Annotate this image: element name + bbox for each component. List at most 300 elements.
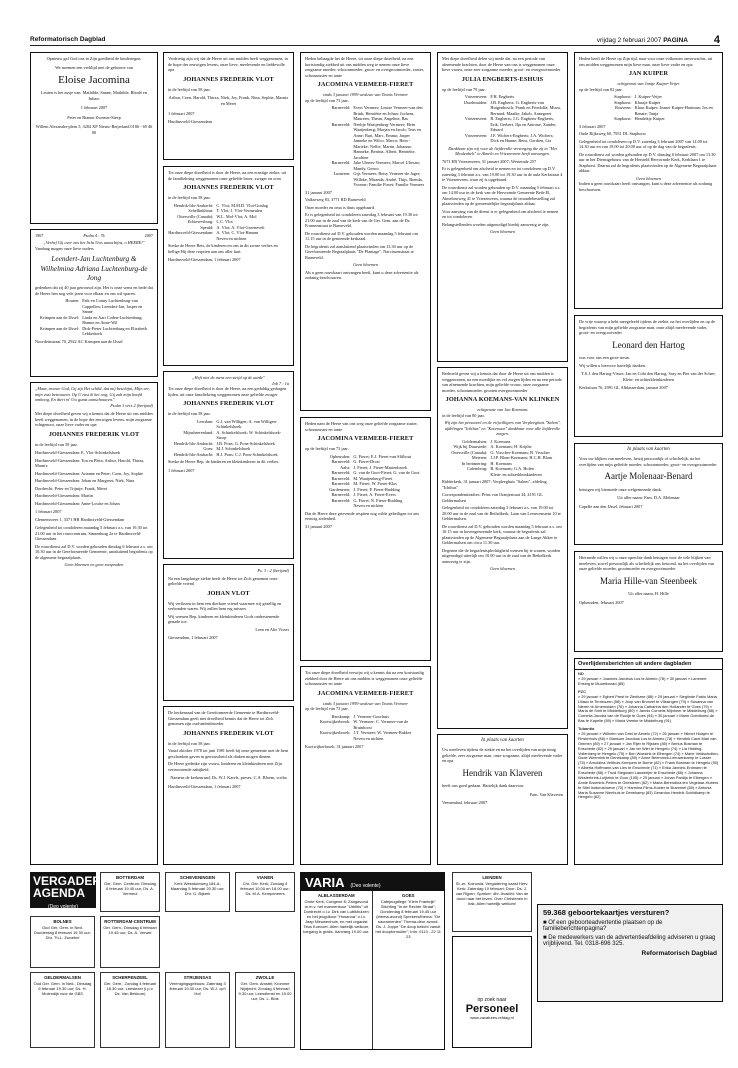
relative-place: Speuld: <box>200 224 214 230</box>
agenda-item-text: Verenigingsgebouw; Zaterdag 3 februari 19.30 uur; Ds. W.J. op't Hof <box>169 980 226 996</box>
relative-row <box>305 503 426 509</box>
address: Ridderkerk, 31 januari 2007; Verpleeghuis "Salem", afdeling "Ichthus" <box>442 479 547 490</box>
ad-text: Tot onze diepe droefheid is door de Heere, na een geduldig gedragen lijden, uit onze familiekring weggenomen onze geliefde zwager <box>168 386 287 397</box>
address: Noordeinstraat 70, 2922 AC Krimpen aan de IJssel <box>35 338 123 344</box>
place-date: Hardinxveld-Giessendam, 1 februari 2007 <box>168 257 241 263</box>
relatives: Hardinxveld-Giessendam: Arianne en Peter; Coen, Joy, Sophie <box>35 470 144 476</box>
thanks-note: Dankbaar zijn wij voor de liefdevolle verzorging die zij in "Het Meulenbelt" te Almelo en Vriezenveen heeft ontvangen. <box>448 145 557 157</box>
agenda-item-heading: STRIJENSAS <box>183 975 212 980</box>
ad-text: Dat de Heere deze grievende respiten nog wilde geheiligen tot ons eeuwig zielenheil. <box>305 510 420 522</box>
page-number: 4 <box>713 34 720 46</box>
relative-place: Vriezenveen: <box>464 132 488 138</box>
relative-names: J. Fieret; A. Fieret-Evers <box>353 492 396 498</box>
relative-names: H.J. Pons; C.J. Pons-Schinkelshoek <box>216 451 278 457</box>
relative-names: Evert Vermeer; Louise Vermeer-van den Brink; Henriëtte en Johan; Jochem, Maureen; Theun, Angeline, Bas <box>353 105 423 122</box>
ad-text: Sterke de Heere Bets, de kinderen en ons in dit zware verlies en hellige Hij deze respiten aan ons aller hart. <box>168 243 278 254</box>
age: in de leeftijd van 58 jaar. <box>168 740 211 746</box>
obituary-list: » 25 januari » Wilhelm van Driel te Almelo (72) » 26 januari » Hilmet Huisjen te Finsterhuis (88) » Mansum Jacobus Los te Almelo (78) » Hendrik Carel Mari van Ommen (89) » 27 januari » Jan Rijer te Rijssen (85) » Bertus Bosman te Enschede (82) » 29 januari » Jan ter Wiel te Hengelo (74) » Lia Hidding-Vollenberg te Hengelo (75) » Ben Woesink te Elbergen (74) » Marie Veldscholten-Oude Weernink te Denekamp (89) » Anne Beerninck-Leeuwinkamp te Losser (75) » Arnoldina Velthuis-Kempers te Borne (82) » Frank Bosman te Hengelo (50) » Alberta Hoffmann-van Lies te Enschede (71) » Erika Jannink-Erdmann te Enschede (86) » Trudi Siegward Lauwerijer te Enschede (66) » Johanna Westerbrink-Luijkrink te Goor (105) » 29 januari » Johan Pardijs te Elbergen » Annie Broenink-Peters te Geesteren (62) » Maria Berendina ten Vegelaar-Hubers te Stiel Isidorushoeve (70) » Harmina Flims-Kolder te Brammel (89) » Antonia Maria Susanne Nienhuis te Denekamp (83) Gerardus Hendrik Schildkamp te Hengelo (62) <box>578 731 719 800</box>
death-announcement-inlaws <box>163 371 294 559</box>
deceased-name: JAN KUIPER <box>628 70 669 77</box>
relative-row <box>305 105 426 122</box>
agenda-item-text: Oud Ger. Gem. in Ned.; Dinsdag 6 februari 19.30 uur; Ds. H. Molendijk voor de GBS <box>33 980 92 996</box>
relative-place: Vriezenveen: <box>464 94 488 100</box>
relative-names: Neeltje Waaijenberg-Vermeer; Hein Waaijenberg; Marjan en Jacob; Teus en Anne; Bart, Marc, Emma; Jasper <box>353 121 421 138</box>
ad-heading: In plaats van kaarten <box>481 738 524 743</box>
relative-names: M. Waaijenberg-Fieret <box>353 475 393 481</box>
relative-names: B. Koemans; G.A. Holen <box>490 466 534 472</box>
agenda-item <box>30 972 95 1048</box>
flowers-note: Geen bloemen <box>636 175 661 181</box>
deceased-name: JACOMINA VERMEER-FIERET <box>317 689 414 697</box>
address: Oude Rijksweg 60, 7951 DL Staphorst <box>579 131 646 137</box>
relative-place: In herinnering: <box>461 460 488 466</box>
family-names: Dirk-Pieter Luchtenburg en Elizabeth Lekkerkerk <box>82 325 147 337</box>
varia-item-goes <box>373 891 445 1049</box>
anniversary-years <box>35 233 153 238</box>
family-names: Erik en Conny Luchtenburg-van Cappellen; Leendert-Jan, Jasper en Sanne <box>82 298 143 315</box>
relative-place: Staphorst: <box>614 116 632 122</box>
relatives-list <box>168 419 289 458</box>
ad-text: heeft ons goed gedaan. Hartelijk dank daarvoor. <box>442 783 525 789</box>
relative-row <box>168 236 289 242</box>
ad-text: Bedroefd geven wij u kennis dat door de Heere uit ons midden is weggenomen, na een moeilijke en vol zorgen lijden en na een periode van afnemende krachten, mijn geliefde vrouw, onze zorgzame moeder, schoonmoeder, grooten overgrootmoeder <box>442 371 562 393</box>
relative-row <box>305 736 426 742</box>
condolence-info: Er is gelegenheid tot condoleren zaterdag 3 februari van 19.30 tot 21.00 uur in de zaal van de kerk van de Ger. Gem. aan de Ds. Fransenstraat te Barneveld. <box>305 212 418 229</box>
relatives-list <box>442 94 563 144</box>
deceased-name: JACOMINA VERMEER-FIERET <box>317 81 414 88</box>
relative-place: Ottersville (Canada): <box>177 213 214 219</box>
obituary-groups <box>575 670 722 801</box>
place-date: Giessendam, 1 februari 2007 <box>168 635 218 641</box>
varia-item-alblasserdam <box>301 891 373 1049</box>
agenda-item-text: Oud Ger. Gem. in Ned. Donderdag 8 februari 19.30 uur; Dhr. Th.L. Zwoebel <box>34 924 91 940</box>
agenda-item <box>235 872 295 912</box>
death-announcement-grandchildren <box>163 52 294 160</box>
parents: Peter en Bianne Zwemer-Steep <box>67 114 121 120</box>
death-announcement-church-council <box>163 706 294 865</box>
funeral-info: De rouwdienst zal D.V. worden gehouden dinsdag 6 februari a.s. om 10.30 uur in de Gereformeerde Gemeente, aansluitend begrafenis op de algemene begraafplaats. <box>35 543 153 560</box>
death-announcement-vlot-family <box>30 382 158 865</box>
family-list <box>35 298 153 337</box>
newspaper-tag: Tubantia <box>578 726 595 731</box>
year-end: 2007 <box>144 233 153 238</box>
ad-text: Vanaf oktober 1978 tot juni 1981 heeft hij onze gemeente met de hem geschonken gaven in getrouwheid als diaken mogen dienen. <box>168 748 289 759</box>
relative-place: Culemborg: <box>466 466 488 472</box>
box-title: Overlijdensberichten uit andere dagbladen <box>575 659 722 670</box>
address: 7671 EB Vriezenveen, 31 januari 2007; Westeinde 257 <box>442 158 537 164</box>
relative-place: Harskamp: <box>331 713 351 719</box>
relatives-list <box>305 454 426 509</box>
relative-names: J.B. Pons; G. Pons-Schinkelshoek <box>216 440 275 446</box>
relative-place: Staphorst: <box>614 94 632 100</box>
birth-card-promo[interactable] <box>537 904 723 1002</box>
ad-text: betuigen wij hiermede onze welgemeende dank. <box>579 486 662 492</box>
varia-item-heading: GOES <box>401 893 415 898</box>
spouse-note: echtgenote van Jan Koemans <box>477 407 528 413</box>
address: Willem Alexander-plein 5, 3284 XP Nieuw-Beijerland 0186 - 69 46 00 <box>35 124 153 135</box>
relative-place: Barneveld: <box>331 160 351 166</box>
relative-names: G.J. van Willigen; A. van Willigen-Schinkelshoek <box>216 418 278 430</box>
promo-brand: Reformatorisch Dagblad <box>641 950 717 957</box>
ad-text: Heden behaagde het de Heere, tot onze diepe droefheid, na een kortstondig ziekbed uit ons midden weg te nemen onze lieve zorgzame moeder, schoonmoeder, groot- en overgrootmoeder, zuster, schoonzuster en tante <box>305 56 424 78</box>
signature: Fam. Van Klaveren <box>529 791 563 797</box>
relative-names: G. Visscher-Koemans; B. Visscher <box>490 449 550 455</box>
thanks-note: Wij zijn het personeel en de vrijwilligers van Verpleeghuis "Salem", afdelingen "Ichthus" en "Koornaar" dankbaar voor alle liefdevolle zorgen. <box>444 420 561 437</box>
thanks-announcement-hille <box>574 551 723 652</box>
ad-text: Belangstellenden worden uitgenodigd hierbij aanwezig te zijn. <box>442 221 550 227</box>
agenda-item-text: Kerk Westduinweg 184-A; Maandag 5 februari 20.30 uur; Dhr. G. Bijkerk <box>170 880 225 896</box>
varia-title-text: VARIA <box>305 875 345 890</box>
agenda-item-heading: ROTTERDAM-CENTRUM <box>104 919 156 924</box>
relatives-list <box>305 714 426 742</box>
deceased-name: Hendrik van Klaveren <box>462 767 543 778</box>
agenda-item-heading: BOTTERDAM <box>115 875 145 880</box>
agenda-subtitle: (Deo volente) <box>47 904 78 910</box>
relative-names: J.J.P. Blom-Koemans; H.C.H. Blom <box>490 455 553 461</box>
agenda-item-heading: ZWOLLE <box>255 975 275 980</box>
place-date: Veenendaal, februari 2007 <box>442 800 488 806</box>
relative-names: A. Vlot; A. Vlot-Groenevelt <box>216 224 265 230</box>
ad-text: Uw meeleven tijdens de ziekte en na het overlijden van mijn innig geliefde, zeer zorgzame man, onze zorgzame, altijd meelevende vader en opa <box>442 747 563 764</box>
relative-place: Aalst: <box>340 464 351 470</box>
psalm-ref: Ps. 3 : 2 (berijmd) <box>257 568 289 573</box>
ad-text: Met diepe droefheid delen wij mede dat, na een periode van afnemende krachten, door de Heere van ons is weggenomen onze lieve vrouw, onze zeer zorgzame moeder, groot- en overgrootmoeder <box>442 56 561 72</box>
ad-text: Voor aanvang van de dienst is er gelegenheid om afscheid te nemen en tot condoleren. <box>442 208 559 220</box>
age: in de leeftijd van 58 jaar. <box>168 411 211 417</box>
funeral-info: De rouwdienst zal worden gehouden op D.V. maandag 5 februari a.s. om 14.00 uur in de kerk van de Hervormde Gemeente Beth-El, Almeloseweg 41 te Vriezenveen, waarna de teraardebestelling zal plaatsvinden op de gemeentelijke begraafplaats aldaar. <box>442 184 561 207</box>
funeral-info: De rouwdienst zal D.V. gehouden worden maandag 5 februari om 11.15 uur in de genoemde kerkzaal. <box>305 230 418 242</box>
place-date: Hardinxveld-Giessendam, 1 februari 2007 <box>168 783 241 789</box>
agenda-item-lienden <box>452 872 532 932</box>
death-announcement-kuiper <box>574 52 723 309</box>
relative-names: Neven en nichten <box>353 503 384 509</box>
psalm-ref: Psalm 4 : 7b <box>83 233 105 238</box>
relative-names: A. Schinkelshoek; W. Schinkelshoek-Stoop <box>216 429 282 441</box>
ad-text: Na een langdurige ziekte heeft de Heere tot Zich genomen onze geliefde vriend <box>168 575 278 586</box>
page-header <box>30 34 720 46</box>
relative-row <box>442 116 563 133</box>
relative-row <box>168 430 289 441</box>
place-date: Opheusden, februari 2007 <box>579 599 624 605</box>
agenda-item <box>165 872 230 912</box>
death-announcement-siblings <box>163 166 294 366</box>
relative-names: Klaasje Kuiper <box>634 99 661 105</box>
relative-row <box>579 116 718 122</box>
relative-place <box>305 503 353 509</box>
relative-names: A. Koemans; H. Krijthe <box>490 444 532 450</box>
relative-place: Lunteren: <box>333 171 351 177</box>
agenda-item <box>100 872 160 912</box>
relative-place: Barneveld: <box>331 497 351 503</box>
signature: T.S.J. den Hartog-Visser; Jan en Cobi den Hartog; Sary en Piet van der Schee; Klein- en achterkleinkinderen <box>581 371 716 382</box>
relative-names: F.H. Engberts <box>490 94 515 100</box>
relative-place: Meteren: <box>471 455 488 461</box>
relative-place: Goes: <box>203 446 214 452</box>
relatives: Hardinxveld-Giessendam: Martin <box>35 493 93 499</box>
relatives-list <box>305 105 426 188</box>
relative-place: Barneveld: <box>331 121 351 127</box>
varia-item-heading: ALBLASSERDAM <box>317 893 355 898</box>
newspaper-tag: PZC <box>578 688 586 694</box>
age: in de leeftijd van 58 jaar. <box>168 195 211 201</box>
relative-place: Rouveen: <box>615 105 632 111</box>
relative-place: Opheusden: <box>329 453 351 459</box>
issue-date: vrijdag 2 februari 2007 PAGINA <box>596 37 688 44</box>
deceased-name: Leonard den Hartog <box>612 339 685 350</box>
relative-place: Ottersville (Canada): <box>451 449 488 455</box>
relatives-list <box>579 94 718 122</box>
ad-text: Onze moeder en oma is thuis opgebaard. <box>305 204 376 210</box>
ad-text: Heden nam de Heere van ons weg onze geliefde zorgzame zuster, schoonzuster en tante <box>305 421 418 432</box>
poem: „Maar, trouwe God, Gij zijt Het schild, dat mij beschijnt, Mijn eer, mijn vast betrouwen. Op U rust ik het oog; Gij zult mijn hoofd omhoog, En diert m' Uw gunst aanschouwen." <box>35 386 150 402</box>
personeel-heading: Personeel <box>465 1003 519 1015</box>
ad-text: De Heere gedenke zijn vrouw, kinderen en kleinkinderen met Zijn vertroostende nabijheid. <box>168 761 282 772</box>
relative-row <box>305 160 426 171</box>
burial-info: De begrafenis zal aansluitend plaatsvinden om 13.30 uur op de Gereformeerde Begraafplaats "De Plantage", Narcissenstraat te Barneveld. <box>305 243 414 260</box>
flowers-note: Geen bloemen en geen toespraken <box>64 562 124 568</box>
relative-names: J. Fieret; P. Fieret-Budding <box>353 486 400 492</box>
agenda-item-text: Ger. Gem.; Zondag 4 februari 18.30 uur; Leeslezer (i.p.v. Ds. Van Bekkum) <box>103 980 157 996</box>
relative-row <box>442 100 563 117</box>
relative-place <box>305 138 353 160</box>
death-announcement-fieret-family <box>300 417 431 661</box>
relative-place: Staphorst: <box>614 99 632 105</box>
ad-heading: In plaats van kaarten <box>627 447 670 452</box>
relatives-list <box>168 203 289 242</box>
deceased-name: JOHANNES FREDERIK VLOT <box>183 184 274 191</box>
ad-text: Heden heeft de Heere op Zijn tijd, naar voor onze volkomen onverwachts, uit ons midden weggenomen mijn lieve man, onze lieve vader en opa <box>579 56 713 67</box>
deceased-name: JULIA ENGBERTS-ESHUIS <box>461 75 544 83</box>
deceased-name: JOHANNES FREDERIK VLOT <box>183 400 274 407</box>
varia-box <box>300 872 445 1050</box>
address: Clemensweer 1, 3371 HB Hardinxveld-Giessendam <box>35 516 125 522</box>
agenda-item-text: Ger. Gem. Amstel; Kromme Nijdjecht; Zondag 4 februari 9.30 uur; Leesdienst en 15.00 uur; Ds. L. Blok <box>238 980 292 1001</box>
relative-names: G. van de Goot-Fieret; G. van de Goot <box>353 470 420 476</box>
ad-date: 3 februari 2007 <box>579 123 606 129</box>
relative-row <box>305 171 426 188</box>
ad-text: Vandaag mogen onze lieve ouders <box>35 245 94 251</box>
relative-row <box>305 122 426 139</box>
relative-place: Barneveld: <box>331 459 351 465</box>
deceased-name: JOHAN VLOT <box>207 589 250 597</box>
relatives: Hardinxveld-Giessendam: Johan en Margreet; Niek, Nina <box>35 478 135 484</box>
ad-date: 31 januari 2007 <box>305 523 332 529</box>
relative-place: Leerdam: <box>196 418 214 424</box>
relative-place: Hendrik-Ido-Ambacht: <box>173 202 214 208</box>
birth-announcement <box>30 52 158 224</box>
death-announcement-vermeer-family <box>300 52 431 411</box>
place-date: Kootwijkerbroek, 31 januari 2007 <box>305 744 364 750</box>
promo-title: 59.368 geboortekaartjes versturen? <box>543 908 670 917</box>
relative-names: Gijs Vermeer; Betsy Vermeer-de Jager; Willeke, Miranda, André, Thijs, Brenda, Yvonne; Familie Fieret; Familie Vermeer <box>353 171 425 188</box>
agenda-item <box>100 972 160 1048</box>
relative-place: Hendrik-Ido-Ambacht: <box>173 451 214 457</box>
signature: Namens de kerkenraad, Ds. W.J. Karels, preses; C.A. Bloem, scriba <box>170 775 287 781</box>
condolence-info: Gelegenheid tot condoleren zaterdag 3 februari a.s. van 19.00 tot 20.00 uur in de zaal van de Bethelkerk, Laan van Leeuwenstein 10 te Geldermalsen. <box>442 505 561 522</box>
family-place: Krimpen aan de IJssel: <box>39 314 80 320</box>
ad-text: Leuten is het zusje van: Mathilde, Sanne, Mathilde, Rhodé en Julian. <box>41 90 147 101</box>
funeral-info: De rouwdienst zal worden gehouden op D.V. dinsdag 6 februari 2007 om 13.30 uur in het Dienstgebouw van de Hersteld Hervormde Kerk, Kerklaan 1 te Staphorst. Daarna zal de begrafenis plaatsvinden op de Algemene Begraafplaats aldaar. <box>579 151 717 174</box>
year-start: 1967 <box>35 233 44 238</box>
quote: „Verhef Gij over ons het licht Uws aanschijns, o HEERE!" <box>43 240 145 246</box>
relative-row <box>168 452 289 458</box>
age: op de leeftijd van 79 jaar. <box>442 86 486 92</box>
flowers-note: Geen bloemen <box>353 262 378 268</box>
agenda-item-text: Ger. Gem. Centrum; Dinsdag 6 februari 19.45 uur; Ds. A. Vermeul <box>104 880 156 896</box>
agenda-item-heading: SCHERPENZEEL <box>112 975 148 980</box>
relatives: Hardinxveld-Giessendam: E. Vlot-Schinkelshoek <box>35 450 121 456</box>
agenda-item-text: Chr. Ger. Kerk; Zondag 4 februari 10.00 en 18.00 uur; Ds. M.A. Kempeneers <box>240 880 290 896</box>
relative-row <box>305 138 426 160</box>
relative-place: Wijk bij Duurstede: <box>453 444 488 450</box>
varia-title <box>301 873 444 891</box>
relatives: Hardinxveld-Giessendam: Anne-Louise en Johan <box>35 500 120 506</box>
promo-line: ■ De medewerkers van de advertentieafdeling adviseren u graag vrijblijvend. Tel. 0318-696 325. <box>543 935 716 947</box>
obituary-list: » 29 januari » Egbert Prest te Zierikzee (88) » 29 januari » Sieglinde Fabio Maria Lillaux te Terneuzen (58) » Joop van Bronzel te Vlissingen (79) » Susanna van Nieren te Arnemuiden (76) » Johanna Catharina den Hollander te Goes (79) » Maria de Smit te Middelburg (80) » Jannis Cornelis Mijnheer te Middelburg (88) » Cornelia Jacoba van de Rooije te Goes (94) » 30 januari » Marin Goedhoed-de Bas te Kapelle (89) » Maria Vreeke te Middelburg (91) <box>578 693 718 724</box>
agenda-item <box>30 916 95 968</box>
relative-names: T. Vlot; J. Vlot-Vermeulen <box>216 208 263 214</box>
signature: Leen en Alie Visser <box>255 626 289 632</box>
personeel-small: op zoek naar <box>477 997 507 1003</box>
relative-names: G. Fieret-Drost <box>353 459 380 465</box>
relative-names: H. Koemans <box>490 460 512 466</box>
relative-row <box>168 419 289 430</box>
relative-place: Gardeneren: <box>329 486 351 492</box>
ad-text: Verdrietig zijn wij dat de Heere uit ons midden heeft weggenomen, in de hope des eeuwigen levens, onze lieve, meelevende en liefdevolle opa <box>168 56 288 72</box>
deceased-name: JOHANNES FREDERIK VLOT <box>48 430 140 438</box>
agenda-item-text: Ger. Gem.; Dinsdag 6 februari 19.45 uur; Ds. A. Verwei <box>103 924 157 935</box>
relative-names: Janneke en Wilco, Marco; Hein - Marieke; Nellie, Martin, Johanna; Hanneke, Bertina, Albert, Henriëtte, Jacobine <box>353 138 416 160</box>
relative-names: J. Koemans <box>490 438 511 444</box>
relatives: Dordrecht: Peter en Trijntje; Frank, Meret <box>35 485 108 491</box>
relative-place: IJsselmuiden: <box>463 99 488 105</box>
relative-names: W.L. Mol-Vlot; A. Mol <box>216 213 257 219</box>
relative-place: Echteseviburg: <box>187 219 214 225</box>
death-announcement-vermeer-inlaws <box>300 666 431 865</box>
relative-place: Schellinkhout: <box>188 208 214 214</box>
relative-row <box>442 472 563 478</box>
ad-text: was voor ons een grote steun. <box>579 355 630 361</box>
place-date: Capelle aan den IJssel, februari 2007 <box>579 503 643 509</box>
relative-place: Barneveld: <box>331 481 351 487</box>
condolence-info: Gelegenheid tot condoleren op D.V. zaterdag 3 februari 2007 van 14.00 tot 14.30 uur en van 19.00 tot 20.00 uur of op de dag van de begrafenis. <box>579 138 708 150</box>
relative-names: G. Fieret; N. Fieret-Budding <box>353 497 403 503</box>
relative-names: Neven en nichten <box>216 235 247 241</box>
thanks-announcement-molenaar <box>574 443 723 545</box>
widow-note: sinds 3 januari 1999 weduwe van Teunis Vermeer <box>322 92 409 98</box>
agenda-title-line1: VERGADER- <box>33 874 106 888</box>
flowers-note: Geen bloemen <box>490 566 515 572</box>
ad-text: Wij willen u hiervoor hartelijk danken. <box>579 362 646 368</box>
ad-text: gedenken dat zij 40 jaar getrouwd zijn. Het is onze wens en bede dat de Heere hen nog vele jaren voor elkaar en ons wil sparen. <box>35 285 153 296</box>
deceased-name: JACOMINA VERMEER-FIERET <box>317 435 414 442</box>
relative-place: Vriezenveen: <box>464 116 488 122</box>
deceased-name: JOHANNES FREDERIK VLOT <box>183 729 274 737</box>
relative-names: Klein- en achterkleinkinderen <box>490 471 542 477</box>
agenda-title-line2: AGENDA <box>33 886 86 900</box>
flowers-note: Geen bloemen <box>490 229 515 235</box>
relative-place: Barneveld: <box>331 475 351 481</box>
condolence-info: Er is gelegenheid om afscheid te nemen en tot condoleren op D.V. zaterdag 3 februari a.s. van 19.00 tot 19.30 uur in de aula Kerkstraat 4 te Vriezenveen, waar zij is opgebaard. <box>442 166 563 183</box>
relative-names: W. Vermeer; C. Vermeer-van de Bruinhorst <box>353 719 409 730</box>
ad-text: Degenen die de begrafenisplechtigheid wensen bij te wonen, worden uitgenodigd uiterlijk om 10.00 uur in de zaal van de Bethelkerk aanwezig te zijn. <box>442 547 561 564</box>
quote: „Heft niet de mens een strijd op de aarde" <box>192 375 265 380</box>
age: op de leeftijd van 73 jaar. <box>305 446 349 452</box>
relative-place <box>442 472 490 478</box>
ad-text: Tot onze diepe droefheid is door de Heere, na een ernstige ziekte, uit de familiekring weggenomen onze geliefde broer, zwager en oom <box>168 170 287 181</box>
signature: Uit aller naam, H. Hille <box>628 591 669 597</box>
ad-text: De vrije waarop u hebt meegeleefd tijdens de ziekte, na het overlijden en op de begrafenis van mijn geliefde zorgzame man, onze altijd meelevende vader, groot- en overgrootvader <box>579 319 715 335</box>
relative-place: Barneveld: <box>331 492 351 498</box>
agenda-item <box>165 972 230 1048</box>
relative-row <box>442 133 563 144</box>
agenda-item <box>235 972 295 1048</box>
correspondence-address: Correspondentieadres: Prins van Oranjestraat 34, 4191 GL Geldermalsen <box>442 492 543 503</box>
death-announcement-friends <box>163 564 294 701</box>
ad-date: 31 januari 2007 <box>305 189 332 195</box>
newspaper-name: Reformatorisch Dagblad <box>30 36 106 43</box>
varia-item-text: Cafejeugdlege "Klein Frankrijk" Stichting "In de Rechte Straat"; Donderdag 8 februari 19.45 uur (thema-avond) Sprekers/thema: "De sacramenten" Thema-deur avond: Ds. J. Joppe "De doop belicht vanuit het doopformulier"; Info: 0113 - 22 11 23 <box>375 898 442 939</box>
relative-names: G. Fieret; E.J. Fieret-van Slifhout <box>353 453 412 459</box>
anniversary-announcement <box>30 229 158 377</box>
agenda-item-heading: LIENDEN <box>482 875 502 880</box>
relative-names: J. Vermeer-Goorhuis <box>353 713 390 719</box>
age: op de leeftijd van 82 jaar. <box>579 86 623 92</box>
age: in de leeftijd van 80 jaar. <box>442 412 485 418</box>
ad-text: We noemen een verblijd met de geboorte van <box>55 64 133 70</box>
relative-names: C. Vlot; M.M.D. Vlot-Gonlag <box>216 202 268 208</box>
thanks-announcement-van-klaveren <box>437 734 568 865</box>
obituary-list: » 29 januari » Joannes Jacobus Los te Almelo (78) » 30 januari » Lammert Ensing te Muuelkunad (85) <box>578 676 707 686</box>
couple-names: Leendert-Jan Luchtenburg & Wilhelmina Adriana Luchtenburg-de Jong <box>40 254 148 283</box>
agenda-item-heading: BOLNES <box>53 919 72 924</box>
relative-place: Goldermalsen: <box>462 438 488 444</box>
family-names: Linda en Aart Coden-Luchtenburg; Rianne en Anne-Wil <box>82 314 143 326</box>
relative-names: J. Fieret; J. Fieret-Mastenbroek <box>353 464 408 470</box>
ad-text: Sterke de Heere Bep, de kinderen en kleinkinderen in dit verlies. <box>168 459 280 465</box>
relative-names: M. Fieret; W. Fieret-Klos <box>353 481 397 487</box>
age: in de leeftijd van 58 jaar. <box>35 441 78 447</box>
relative-names: A. Vlot; C. Vlot-Hanum <box>216 230 259 236</box>
relative-place: Barneveld: <box>331 105 351 111</box>
vacatures-link[interactable]: www.vacatures.refdag.nl <box>470 1015 514 1020</box>
psalm-ref: Psalm 3 vers 2 (berijmd) <box>110 402 153 408</box>
deceased-name: Maria Hille-van Steenbeek <box>600 575 697 586</box>
agenda-item-heading: VIANEN <box>256 875 274 880</box>
other-newspapers-obituaries <box>574 658 723 865</box>
relative-row <box>305 719 426 730</box>
relative-names: M.J. Schinkelshoek <box>216 446 251 452</box>
relative-place: Hardinxveld-Giessendam: <box>168 230 214 236</box>
newspaper-tag: ND <box>578 671 584 676</box>
funeral-info: De rouwdienst zal D.V. gehouden worden maandag 5 februari a.s. om 10.15 uur in bovengenoemde kerk, waarna de begrafenis zal plaatsvinden op de Algemene Begraafplaats aan de Lange Akker te Geldermalsen om circa 11.30 uur. <box>442 523 562 546</box>
relative-names: Neven en nichten <box>353 735 384 741</box>
ad-text: Wij wensen Bep, kinderen en kleinkinderen Gods onderstenende genade toe. <box>168 613 280 625</box>
ad-text: Als u geen rouwkaart ontvangen heeft, kunt u deze advertentie als zodanig beschouwen. <box>305 269 419 281</box>
family-place: Krimpen aan de IJssel: <box>39 325 80 331</box>
age: op de leeftijd van 73 jaar. <box>305 706 349 712</box>
ad-text: Opnieuw gaf God ons in Zijn goedheid de kindertegen. <box>46 56 142 61</box>
relatives-list <box>442 439 563 478</box>
ad-date: 1 februari 2007 <box>168 111 195 117</box>
personeel-ad[interactable] <box>452 936 532 1048</box>
spouse-note: echtgenoot van Jantje Kuiper-Veijer <box>617 81 680 87</box>
agenda-title <box>30 872 106 910</box>
relative-row <box>579 105 718 116</box>
relative-names: J.T. Vermeer; W. Vermeer-Bakker <box>353 730 412 736</box>
place: Hardinxveld-Giessendam <box>168 118 212 124</box>
signature: Uit aller naam: Fam. D.A. Molenaar <box>617 495 680 501</box>
